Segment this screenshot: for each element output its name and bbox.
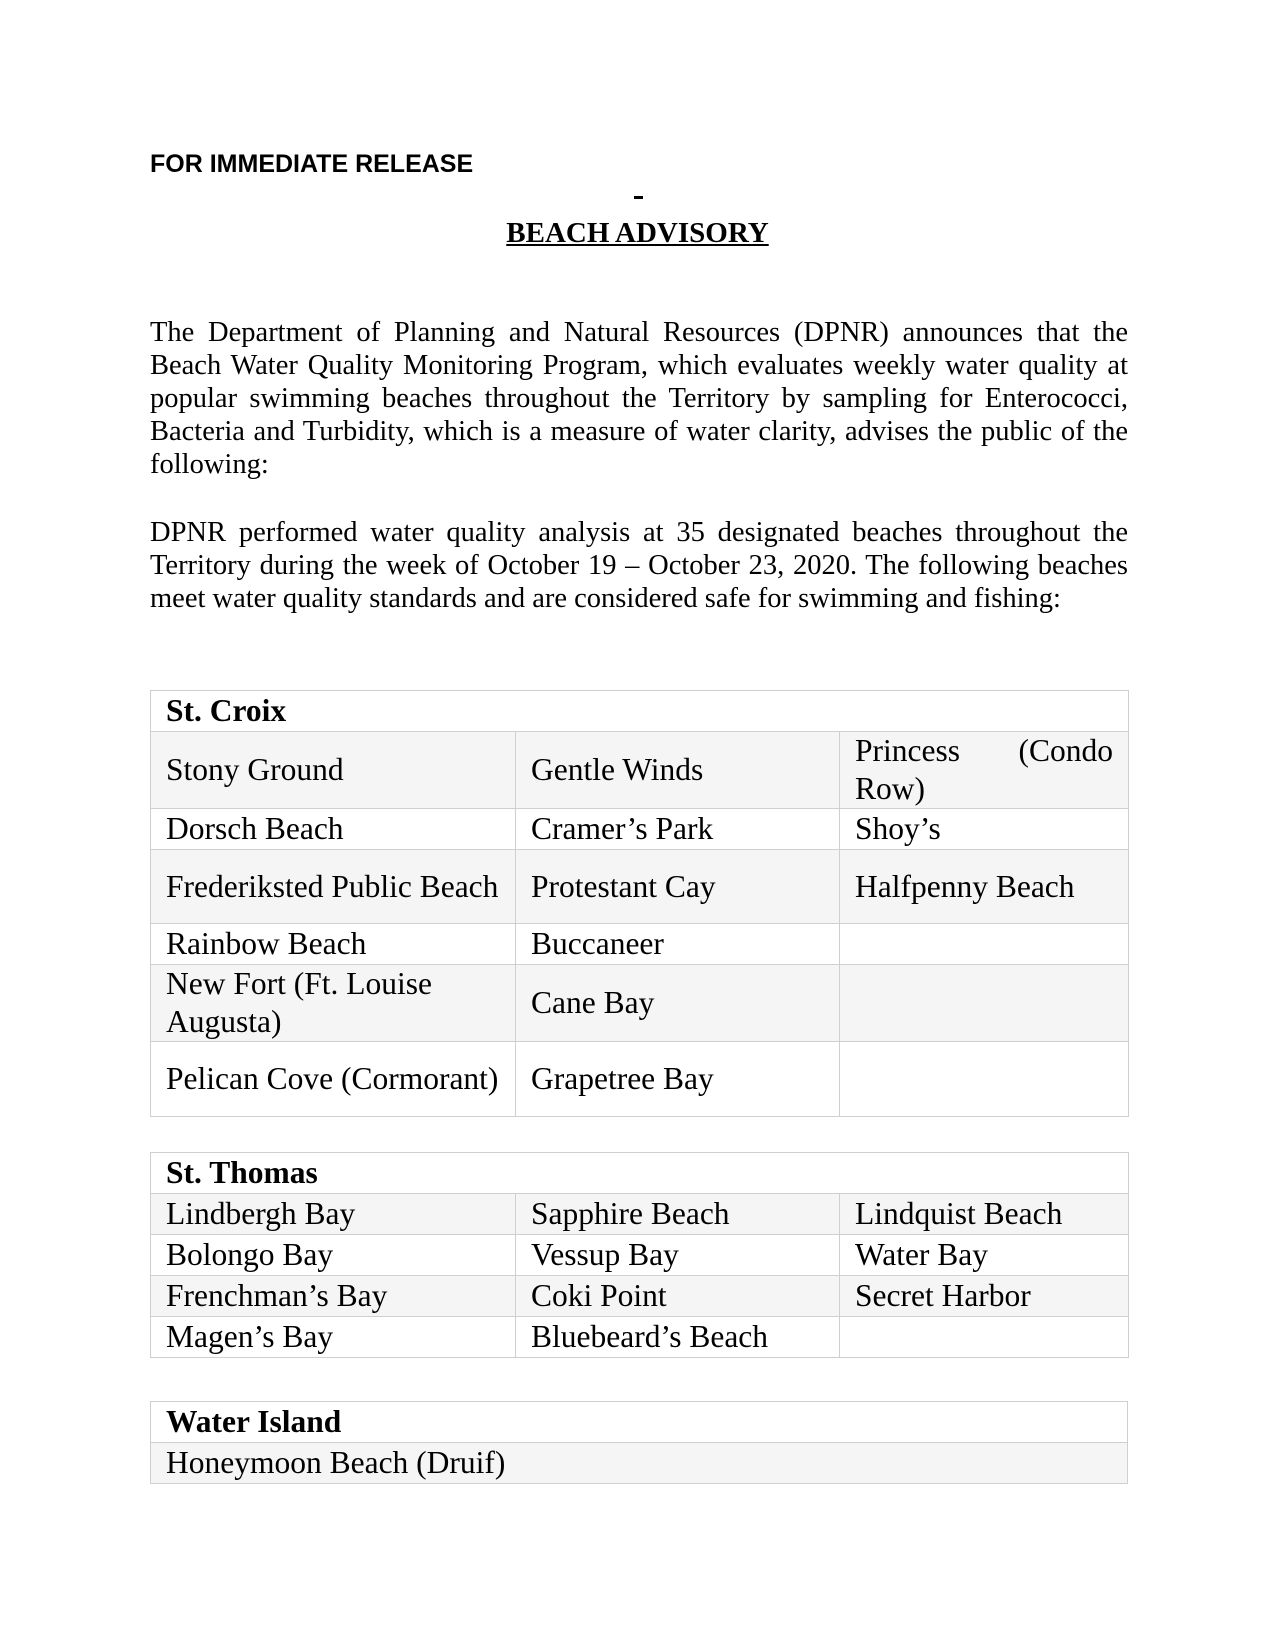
beach-cell: [840, 965, 1129, 1042]
beach-cell: Gentle Winds: [516, 732, 840, 809]
beach-cell: Cane Bay: [516, 965, 840, 1042]
beach-cell: Rainbow Beach: [151, 924, 516, 965]
document-title: BEACH ADVISORY: [506, 217, 769, 249]
beach-cell: [840, 924, 1129, 965]
beach-cell: Bolongo Bay: [151, 1235, 516, 1276]
beach-cell: Lindquist Beach: [840, 1194, 1129, 1235]
st-thomas-table: [150, 1152, 1129, 1358]
beach-cell: Frenchman’s Bay: [151, 1276, 516, 1317]
analysis-paragraph: DPNR performed water quality analysis at 35 designated beaches throughout the Territory during the week of October 19 – October 23, 2020. The following beaches meet water quality standards and are considered safe for swimming and fishing:: [150, 517, 1128, 614]
beach-cell: [840, 1042, 1129, 1117]
dash-mark: [634, 196, 643, 199]
beach-cell: Coki Point: [516, 1276, 840, 1317]
table-row: [151, 1194, 1129, 1235]
beach-cell: Pelican Cove (Cormorant): [151, 1042, 516, 1117]
beach-cell: Protestant Cay: [516, 850, 840, 924]
table-row: [151, 924, 1129, 965]
beach-cell: Water Bay: [840, 1235, 1129, 1276]
beach-cell: Buccaneer: [516, 924, 840, 965]
table-row: [151, 850, 1129, 924]
beach-cell: Halfpenny Beach: [840, 850, 1129, 924]
table-row: [151, 1042, 1129, 1117]
beach-cell: Cramer’s Park: [516, 809, 840, 850]
beach-cell: Honeymoon Beach (Druif): [151, 1443, 1128, 1484]
table-row: [151, 1317, 1129, 1358]
beach-cell: Stony Ground: [151, 732, 516, 809]
st-croix-heading: St. Croix: [151, 691, 1129, 732]
table-row: [151, 1235, 1129, 1276]
st-croix-table: [150, 690, 1129, 1117]
beach-cell: Shoy’s: [840, 809, 1129, 850]
beach-cell: Secret Harbor: [840, 1276, 1129, 1317]
st-thomas-heading: St. Thomas: [151, 1153, 1129, 1194]
beach-cell: Sapphire Beach: [516, 1194, 840, 1235]
beach-cell: Dorsch Beach: [151, 809, 516, 850]
beach-cell: Lindbergh Bay: [151, 1194, 516, 1235]
release-label: FOR IMMEDIATE RELEASE: [150, 150, 474, 178]
table-row: [151, 732, 1129, 809]
intro-paragraph: The Department of Planning and Natural Resources (DPNR) announces that the Beach Water Quality Monitoring Program, which evaluates weekly water quality at popular swimming beaches throughout the Territory by sampling for Enterococci, Bacteria and Turbidity, which is a measure of water clarity, advises the public of the following:: [150, 317, 1128, 480]
beach-cell: [840, 1317, 1129, 1358]
water-island-table: [150, 1401, 1128, 1484]
table-row: [151, 965, 1129, 1042]
table-row: [151, 1443, 1128, 1484]
beach-cell: New Fort (Ft. Louise Augusta): [151, 965, 516, 1042]
beach-cell: Bluebeard’s Beach: [516, 1317, 840, 1358]
beach-cell: Princess (Condo Row): [840, 732, 1129, 809]
beach-cell: Frederiksted Public Beach: [151, 850, 516, 924]
beach-cell: Magen’s Bay: [151, 1317, 516, 1358]
table-row: [151, 809, 1129, 850]
water-island-heading: Water Island: [151, 1402, 1128, 1443]
beach-cell: Grapetree Bay: [516, 1042, 840, 1117]
table-row: [151, 1276, 1129, 1317]
beach-cell: Vessup Bay: [516, 1235, 840, 1276]
